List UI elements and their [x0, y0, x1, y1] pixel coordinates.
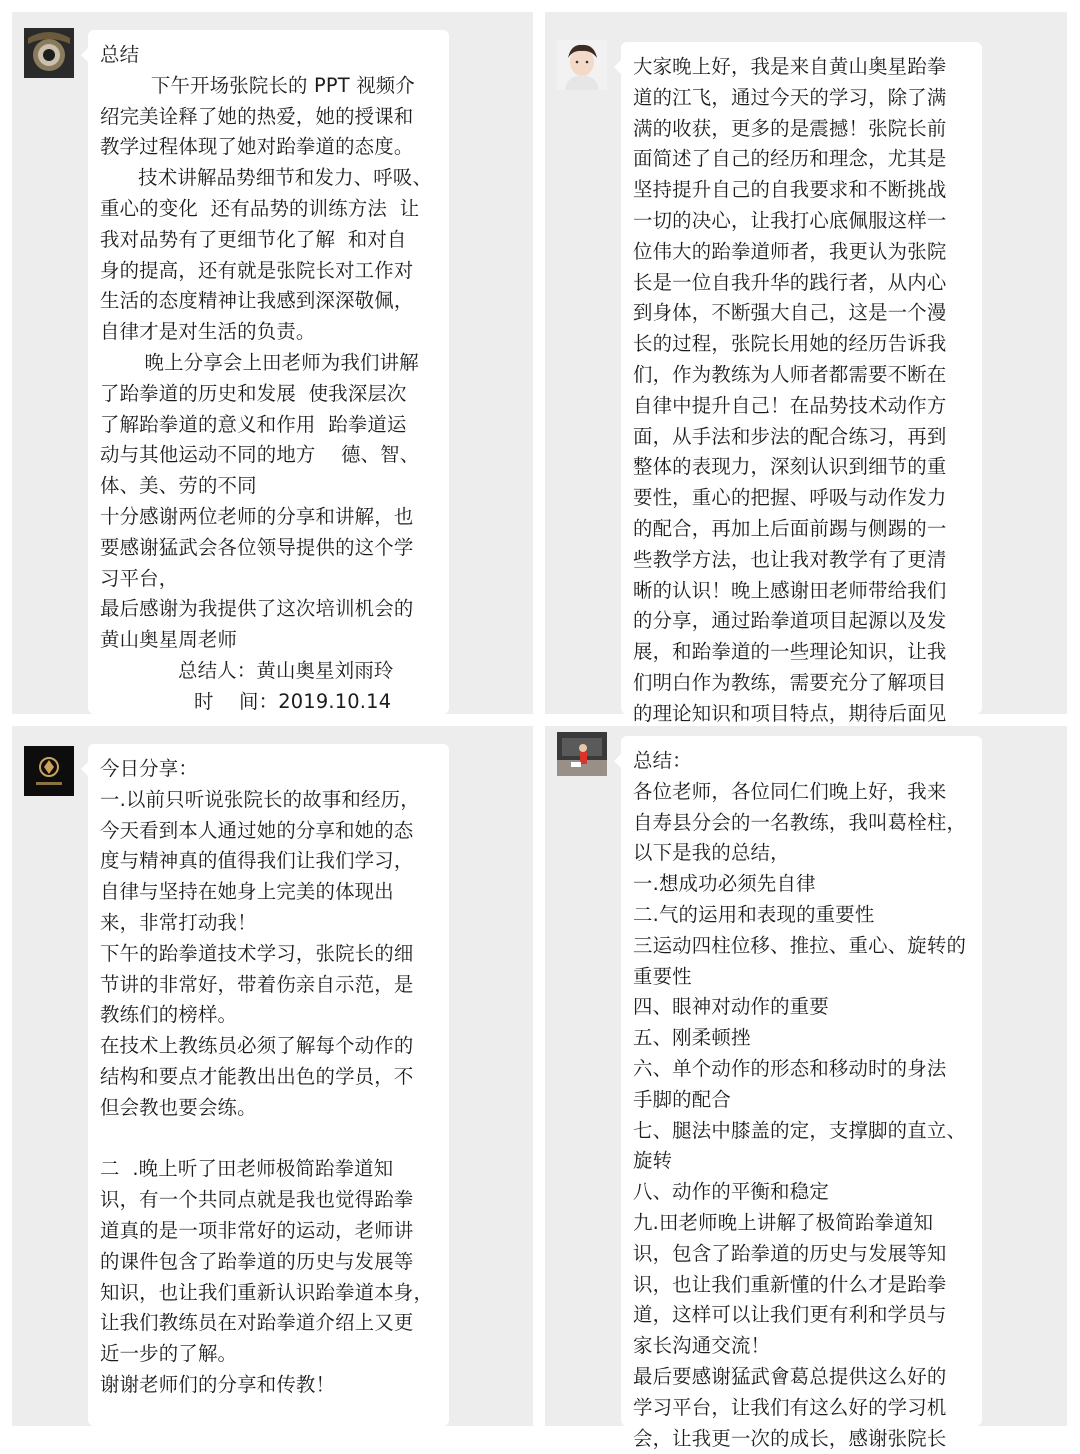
avatar-logo-icon [24, 746, 74, 796]
chat-screenshot-1 [12, 12, 533, 714]
message-line: 知识，也让我们重新认识跆拳道本身， [100, 1280, 434, 1304]
message-line: 身的提高，还有就是张院长对工作对 [100, 258, 414, 282]
user-avatar[interactable] [557, 40, 607, 90]
message-line: 重心的变化 还有品势的训练方法 让 [100, 196, 420, 220]
message-line: 教学过程体现了她对跆拳道的态度。 [100, 135, 414, 159]
message-line: 动与其他运动不同的地方 德、智、 [100, 443, 420, 467]
message-line: 总结 [100, 43, 140, 66]
chat-screenshot-3 [12, 726, 533, 1426]
message-line: 识，包含了跆拳道的历史与发展等知 [633, 1241, 947, 1265]
message-line: 五、刚柔顿挫 [633, 1026, 751, 1050]
avatar-photo-icon [24, 28, 74, 78]
message-line: 手脚的配合 [633, 1087, 731, 1111]
message-line: 总结： [633, 749, 692, 772]
message-line: 度与精神真的值得我们让我们学习， [100, 849, 414, 873]
message-line: 技术讲解品势细节和发力、呼吸、 [100, 166, 433, 190]
chat-screenshot-2 [545, 12, 1067, 725]
message-line: 要感谢猛武会各位领导提供的这个学 [100, 535, 414, 559]
message-line: 家长沟通交流！ [633, 1334, 771, 1358]
message-line: 七、腿法中膝盖的定，支撑脚的直立、 [633, 1118, 967, 1142]
message-line: 在技术上教练员必须了解每个动作的 [100, 1034, 414, 1058]
message-line: 的配合，再加上后面前踢与侧踢的一 [633, 516, 947, 540]
message-bubble [621, 42, 982, 725]
message-line: 来，非常打动我！ [100, 910, 257, 934]
message-line: 习平台， [100, 566, 179, 590]
message-line: 教练们的榜样。 [100, 1003, 238, 1027]
message-line: 黄山奥星周老师 [100, 628, 238, 652]
message-line: 最后感谢为我提供了这次培训机会的 [100, 597, 414, 621]
message-line: 坚持提升自己的自我要求和不断挑战 [633, 178, 947, 202]
message-line: 的理论知识和项目特点，期待后面见 [633, 701, 947, 725]
user-avatar[interactable] [557, 732, 607, 776]
message-line: 晚上分享会上田老师为我们讲解 [100, 350, 419, 374]
signature-line: 总结人：黄山奥星刘雨玲 [178, 658, 394, 682]
message-line: 自寿县分会的一名教练，我叫葛栓柱， [633, 810, 967, 834]
message-line: 到身体，不断强大自己，这是一个漫 [633, 301, 947, 325]
message-line: 会，让我更一次的成长，感谢张院长 [633, 1426, 947, 1450]
message-line: 要性，重心的把握、呼吸与动作发力 [633, 486, 947, 510]
message-line: 六、单个动作的形态和移动时的身法 [633, 1056, 947, 1080]
message-line: 九.田老师晚上讲解了极简跆拳道知 [633, 1210, 934, 1234]
message-line: 晰的认识！晚上感谢田老师带给我们 [633, 578, 947, 602]
message-line: 自律与坚持在她身上完美的体现出 [100, 880, 394, 904]
message-line: 们明白作为教练，需要充分了解项目 [633, 670, 947, 694]
message-line: 展，和跆拳道的一些理论知识，让我 [633, 640, 947, 664]
message-line: 各位老师，各位同仁们晚上好，我来 [633, 779, 947, 803]
message-line: 的课件包含了跆拳道的历史与发展等 [100, 1249, 414, 1273]
message-line: 了解跆拳道的意义和作用 跆拳道运 [100, 412, 407, 436]
message-line: 生活的态度精神让我感到深深敬佩， [100, 289, 414, 313]
message-line: 的分享，通过跆拳道项目起源以及发 [633, 609, 947, 633]
message-line: 旋转 [633, 1149, 673, 1173]
message-line: 以下是我的总结， [633, 841, 790, 865]
message-line: 今天看到本人通过她的分享和她的态 [100, 818, 414, 842]
message-line: 下午开场张院长的 PPT 视频介 [100, 73, 415, 97]
message-line: 下午的跆拳道技术学习，张院长的细 [100, 941, 414, 965]
avatar-photo-icon [557, 40, 607, 90]
message-line: 一切的决心，让我打心底佩服这样一 [633, 208, 947, 232]
message-line: 些教学方法，也让我对教学有了更清 [633, 547, 947, 571]
message-line: 道的江飞，通过今天的学习，除了满 [633, 85, 947, 109]
message-line: 十分感谢两位老师的分享和讲解，也 [100, 504, 414, 528]
message-line: 今日分享： [100, 757, 198, 780]
message-line: 了跆拳道的历史和发展 使我深层次 [100, 381, 407, 405]
message-line: 道，这样可以让我们更有利和学员与 [633, 1303, 947, 1327]
message-line: 识，有一个共同点就是我也觉得跆拳 [100, 1188, 414, 1212]
message-line: 重要性 [633, 964, 692, 988]
message-line: 八、动作的平衡和稳定 [633, 1180, 829, 1204]
message-line: 三运动四柱位移、推拉、重心、旋转的 [633, 933, 967, 957]
message-line: 但会教也要会练。 [100, 1095, 257, 1119]
message-line: 自律中提升自己！在品势技术动作方 [633, 393, 947, 417]
message-line: 结构和要点才能教出出色的学员，不 [100, 1064, 414, 1088]
message-line: 谢谢老师们的分享和传教！ [100, 1372, 336, 1396]
message-line: 们，作为教练为人师者都需要不断在 [633, 362, 947, 386]
message-line: 让我们教练员在对跆拳道介绍上又更 [100, 1311, 414, 1335]
message-line: 满的收获，更多的是震撼！张院长前 [633, 116, 947, 140]
message-line: 位伟大的跆拳道师者，我更认为张院 [633, 239, 947, 263]
message-line: 自律才是对生活的负责。 [100, 320, 316, 344]
message-line: 四、眼神对动作的重要 [633, 995, 829, 1019]
message-line: 面，从手法和步法的配合练习，再到 [633, 424, 947, 448]
message-line: 节讲的非常好，带着伤亲自示范，是 [100, 972, 414, 996]
message-line: 整体的表现力，深刻认识到细节的重 [633, 455, 947, 479]
message-line: 识，也让我们重新懂的什么才是跆拳 [633, 1272, 947, 1296]
message-line: 近一步的了解。 [100, 1342, 238, 1366]
user-avatar[interactable] [24, 746, 74, 796]
message-line: 长的过程，张院长用她的经历告诉我 [633, 332, 947, 356]
user-avatar[interactable] [24, 28, 74, 78]
message-bubble [621, 736, 982, 1450]
message-line: 二.气的运用和表现的重要性 [633, 902, 875, 926]
message-bubble [88, 744, 449, 1426]
message-line: 大家晚上好，我是来自黄山奥星跆拳 [633, 55, 947, 78]
message-bubble [88, 30, 449, 714]
message-line: 道真的是一项非常好的运动，老师讲 [100, 1218, 414, 1242]
message-line: 学习平台，让我们有这么好的学习机 [633, 1395, 947, 1419]
date-line: 时 间：2019.10.14 [194, 689, 392, 713]
message-line: 一.想成功必须先自律 [633, 872, 816, 896]
message-line: 体、美、劳的不同 [100, 474, 257, 498]
message-line: 面简述了自己的经历和理念，尤其是 [633, 147, 947, 171]
message-line: 最后要感谢猛武會葛总提供这么好的 [633, 1364, 947, 1388]
message-line [100, 1124, 441, 1155]
message-line: 一.以前只听说张院长的故事和经历， [100, 787, 420, 811]
avatar-photo-icon [557, 732, 607, 776]
message-line: 绍完美诠释了她的热爱，她的授课和 [100, 104, 414, 128]
chat-screenshot-4 [545, 726, 1067, 1450]
message-line: 我对品势有了更细节化了解 和对自 [100, 227, 407, 251]
message-line: 二 .晚上听了田老师极简跆拳道知 [100, 1157, 394, 1181]
message-line: 长是一位自我升华的践行者，从内心 [633, 270, 947, 294]
